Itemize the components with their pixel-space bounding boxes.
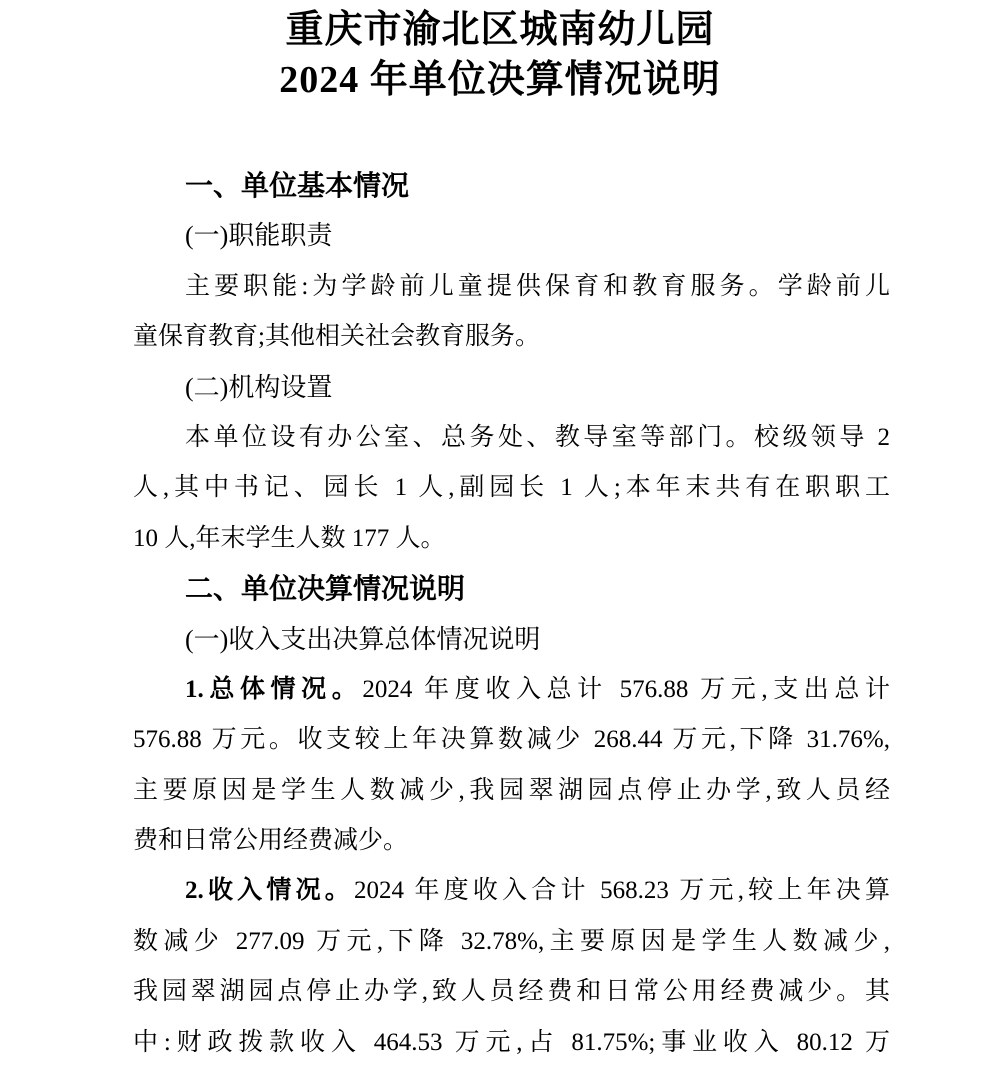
paragraph-first-line <box>133 866 890 916</box>
paragraph-line: 人,其中书记、园长 1 人,副园长 1 人;本年末共有在职职工 <box>133 474 890 502</box>
paragraph-line: 10 人,年末学生人数 177 人。 <box>133 524 446 552</box>
section-heading-1: 一、单位基本情况 <box>185 170 410 201</box>
section-heading-2: 二、单位决算情况说明 <box>185 573 466 605</box>
document-title <box>0 0 1000 105</box>
subsection-heading-2-1: (一)收入支出决算总体情况说明 <box>185 624 541 654</box>
paragraph-line-text: 2024 年度收入总计 576.88 万元,支出总计 <box>362 675 890 703</box>
paragraph-first-line <box>133 665 890 715</box>
paragraph-line-text: 2024 年度收入合计 568.23 万元,较上年决算 <box>353 877 890 905</box>
paragraph-line: 本单位设有办公室、总务处、教导室等部门。校级领导 2 <box>185 423 890 451</box>
document-title-line-2: 2024 年单位决算情况说明 <box>279 59 721 101</box>
paragraph-line: 中:财政拨款收入 464.53 万元,占 81.75%;事业收入 80.12 万 <box>133 1028 890 1056</box>
paragraph-line: 576.88 万元。收支较上年决算数减少 268.44 万元,下降 31.76%, <box>133 726 890 754</box>
paragraph-line: 数减少 277.09 万元,下降 32.78%,主要原因是学生人数减少, <box>133 927 890 955</box>
paragraph-line: 童保育教育;其他相关社会教育服务。 <box>133 323 540 351</box>
subsection-heading-1-2: (二)机构设置 <box>185 372 333 402</box>
paragraph-line: 费和日常公用经费减少。 <box>133 827 409 855</box>
paragraph-line: 主要职能:为学龄前儿童提供保育和教育服务。学龄前儿 <box>185 272 890 300</box>
paragraph-lead-bold: 2.收入情况。 <box>185 877 354 905</box>
subsection-heading-1-1: (一)职能职责 <box>185 221 333 251</box>
paragraph-line: 我园翠湖园点停止办学,致人员经费和日常公用经费减少。其 <box>133 978 890 1006</box>
paragraph-lead-bold: 1.总体情况。 <box>185 675 363 703</box>
paragraph-line: 主要原因是学生人数减少,我园翠湖园点停止办学,致人员经 <box>133 776 890 804</box>
document-body <box>133 105 890 1065</box>
document-title-line-1: 重庆市渝北区城南幼儿园 <box>285 9 715 51</box>
